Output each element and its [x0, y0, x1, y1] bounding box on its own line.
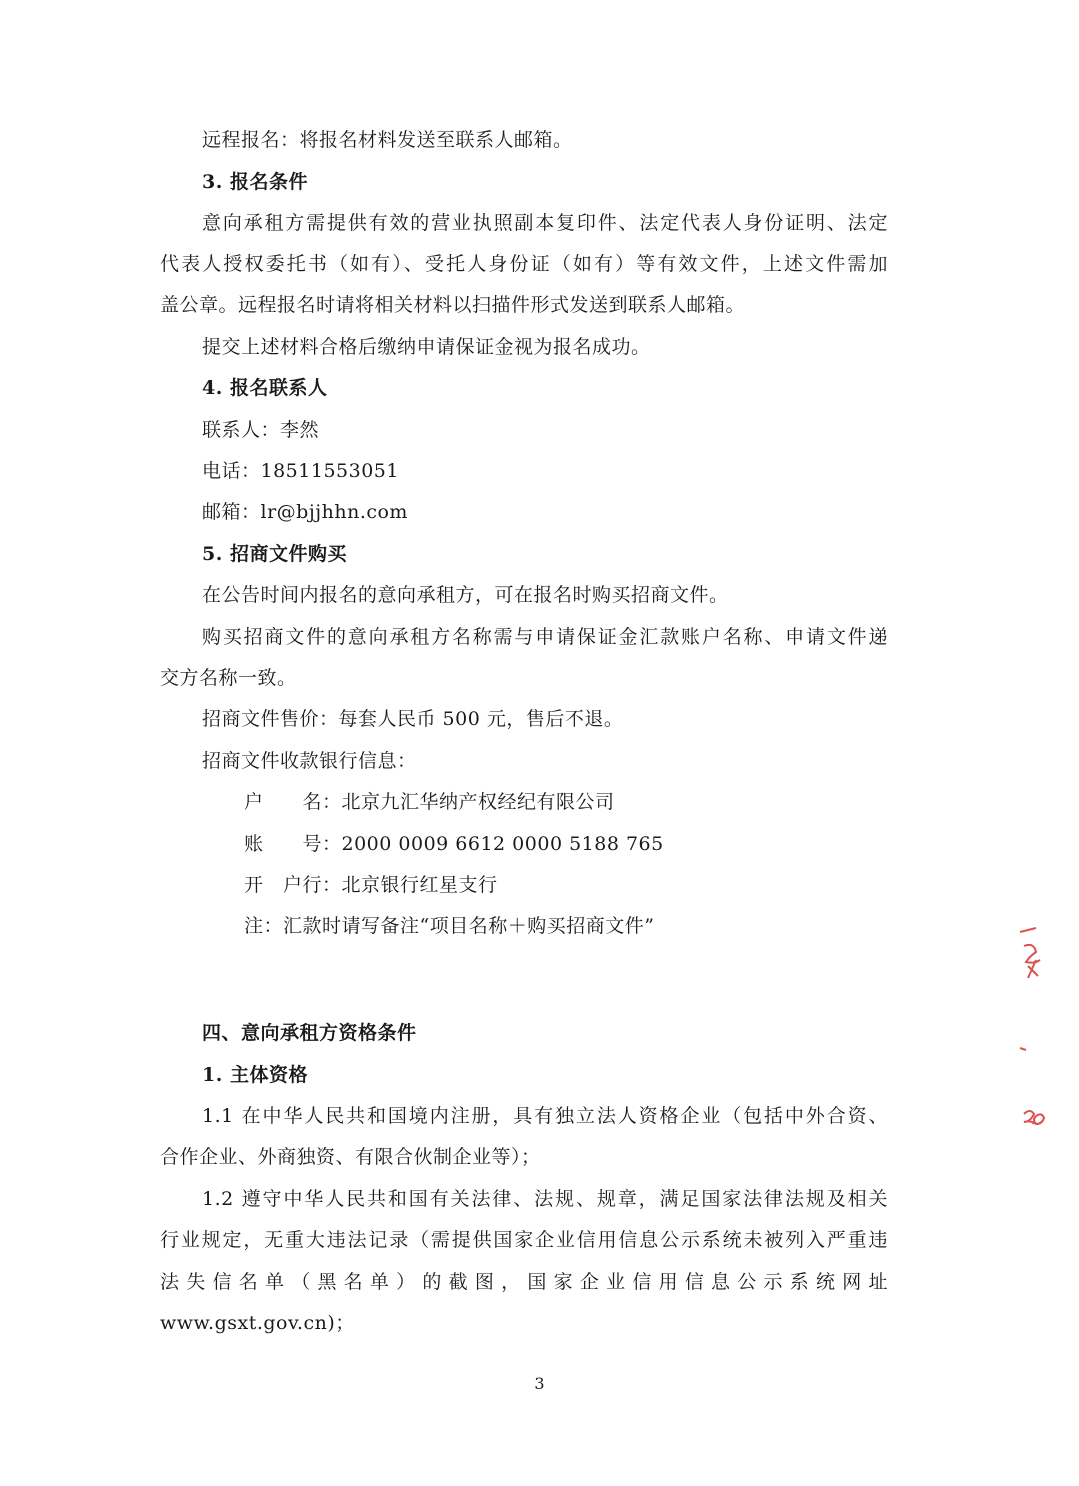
text-line-purchase-3: 交方名称一致。: [160, 667, 297, 689]
text-line-qual-1-2c: 法失信名单（黑名单）的截图，国家企业信用信息公示系统网址: [160, 1271, 888, 1293]
section-heading-purchase: 5. 招商文件购买: [202, 543, 347, 565]
text-line-qual-1-2b: 行业规定，无重大违法记录（需提供国家企业信用信息公示系统未被列入严重违: [160, 1229, 888, 1251]
text-line-qual-1-1b: 合作企业、外商独资、有限合伙制企业等）；: [160, 1146, 541, 1168]
text-line-contact-email: 邮箱：lr@bjjhhn.com: [202, 501, 408, 523]
text-line-remittance-note: 注：汇款时请写备注“项目名称＋购买招商文件”: [244, 915, 655, 937]
text-line-bank-branch: 开 户行：北京银行红星支行: [244, 874, 498, 896]
text-line-qual-1-2a: 1.2 遵守中华人民共和国有关法律、法规、规章，满足国家法律法规及相关: [202, 1188, 888, 1210]
seal-stamp: [1010, 920, 1050, 1140]
section-heading-signup-conditions: 3. 报名条件: [202, 171, 308, 193]
text-line-account-name: 户 名：北京九汇华纳产权经纪有限公司: [244, 791, 615, 813]
text-line-qual-1-2d: www.gsxt.gov.cn)；: [160, 1312, 355, 1334]
text-line-purchase-2: 购买招商文件的意向承租方名称需与申请保证金汇款账户名称、申请文件递: [202, 626, 888, 648]
text-line-price: 招商文件售价：每套人民币 500 元，售后不退。: [202, 708, 624, 730]
text-line-contact-name: 联系人：李然: [202, 419, 320, 441]
text-line-conditions-1: 意向承租方需提供有效的营业执照副本复印件、法定代表人身份证明、法定: [202, 212, 888, 234]
section-heading-qualifications: 四、意向承租方资格条件: [202, 1022, 417, 1044]
text-line-qual-1-1a: 1.1 在中华人民共和国境内注册，具有独立法人资格企业（包括中外合资、: [202, 1105, 888, 1127]
text-line-conditions-3: 盖公章。远程报名时请将相关材料以扫描件形式发送到联系人邮箱。: [160, 294, 746, 316]
text-line-conditions-2: 代表人授权委托书（如有）、受托人身份证（如有）等有效文件，上述文件需加: [160, 253, 888, 275]
section-heading-entity-qualification: 1. 主体资格: [202, 1064, 308, 1086]
section-heading-contact: 4. 报名联系人: [202, 377, 328, 399]
seal-stamp-marks: [1020, 928, 1044, 1124]
text-line-remote-signup: 远程报名：将报名材料发送至联系人邮箱。: [202, 129, 573, 151]
text-line-signup-success: 提交上述材料合格后缴纳申请保证金视为报名成功。: [202, 336, 651, 358]
text-line-bank-info-title: 招商文件收款银行信息：: [202, 750, 417, 772]
text-line-contact-phone: 电话：18511553051: [202, 460, 399, 482]
text-line-purchase-1: 在公告时间内报名的意向承租方，可在报名时购买招商文件。: [202, 584, 729, 606]
page-number: 3: [534, 1374, 545, 1393]
text-line-account-number: 账 号：2000 0009 6612 0000 5188 765: [244, 833, 664, 855]
